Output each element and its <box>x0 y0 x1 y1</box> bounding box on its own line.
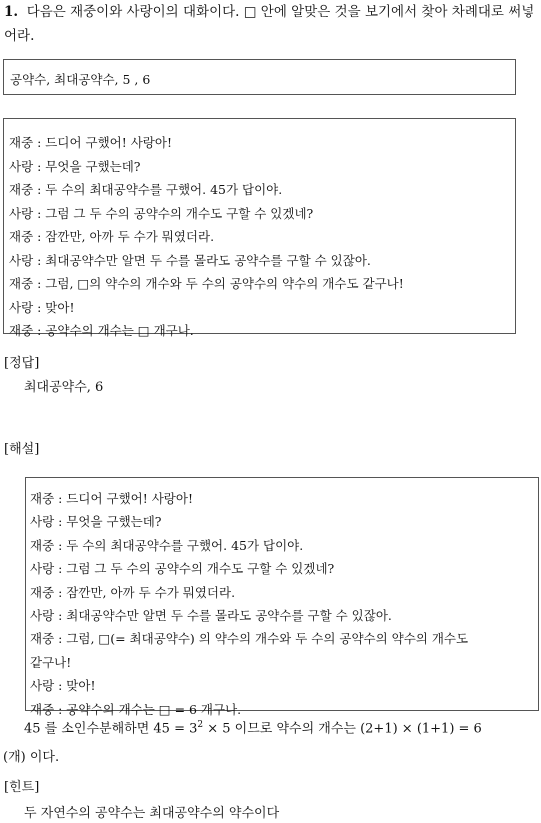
dialogue-line: 사랑 : 그럼 그 두 수의 공약수의 개수도 구할 수 있겠네? <box>9 205 314 221</box>
question <box>4 0 538 48</box>
dialogue-line: 재중 : 두 수의 최대공약수를 구했어. 45가 답이야. <box>9 182 283 197</box>
hint-text: 두 자연수의 공약수는 최대공약수의 약수이다 <box>24 806 280 821</box>
explanation-dialogue-line: 재중 : 공약수의 개수는 □ = 6 개구나. <box>30 701 242 717</box>
choices-box <box>3 59 516 95</box>
choices-text: 공약수, 최대공약수, 5 , 6 <box>10 72 151 87</box>
explanation-dialogue-line: 사랑 : 맞아! <box>30 678 96 694</box>
dialogue-line: 재중 : 공약수의 개수는 □ 개구나. <box>9 323 194 338</box>
dialogue-line: 사랑 : 최대공약수만 알면 두 수를 몰라도 공약수를 구할 수 있잖아. <box>9 252 371 268</box>
explanation-dialogue-line: 재중 : 드디어 구했어! 사랑아! <box>30 491 193 506</box>
explanation-dialogue-line: 사랑 : 그럼 그 두 수의 공약수의 개수도 구할 수 있겠네? <box>30 561 335 577</box>
explanation-dialogue-line: 재중 : 두 수의 최대공약수를 구했어. 45가 답이야. <box>30 537 304 553</box>
explanation-text <box>3 711 539 772</box>
dialogue-box <box>3 118 516 338</box>
explanation-dialogue-line: 사랑 : 최대공약수만 알면 두 수를 몰라도 공약수를 구할 수 있잖아. <box>30 607 392 623</box>
dialogue-line: 사랑 : 맞아! <box>9 299 75 315</box>
explanation-unit-line: (개) 이다. <box>3 750 60 766</box>
explanation-dialogue-box <box>25 477 539 717</box>
explanation-dialogue-line: 같구나! <box>30 654 72 670</box>
explanation-dialogue-line: 재중 : 그럼, □(= 최대공약수) 의 약수의 개수와 두 수의 공약수의 약수의 개수도 <box>30 631 469 647</box>
dialogue-line: 재중 : 잠깐만, 아까 두 수가 뭐였더라. <box>9 229 215 244</box>
answer-text: 최대공약수, 6 <box>24 380 104 395</box>
question-number: 1. <box>4 4 19 20</box>
answer-label: [정답] <box>4 356 40 371</box>
question-text: 다음은 재중이와 사랑이의 대화이다. □ 안에 알맞은 것을 보기에서 찾아 차례대로 써넣어라. <box>4 4 535 44</box>
dialogue-line: 사랑 : 무엇을 구했는데? <box>9 158 141 174</box>
dialogue-line: 재중 : 드디어 구했어! 사랑아! <box>9 135 172 150</box>
dialogue-line: 재중 : 그럼, □의 약수의 개수와 두 수의 공약수의 약수의 개수도 같구나! <box>9 276 404 291</box>
explanation-label: [해설] <box>4 442 40 457</box>
hint-label: [힌트] <box>4 780 40 795</box>
explanation-dialogue-line: 사랑 : 무엇을 구했는데? <box>30 514 162 530</box>
explanation-dialogue-line: 재중 : 잠깐만, 아까 두 수가 뭐였더라. <box>30 584 236 600</box>
explanation-calc-line: 45 를 소인수분해하면 $45 = 3^2 \times 5$ 이므로 약수의 개수는 (2+1) × (1+1) = 6 <box>24 720 482 737</box>
